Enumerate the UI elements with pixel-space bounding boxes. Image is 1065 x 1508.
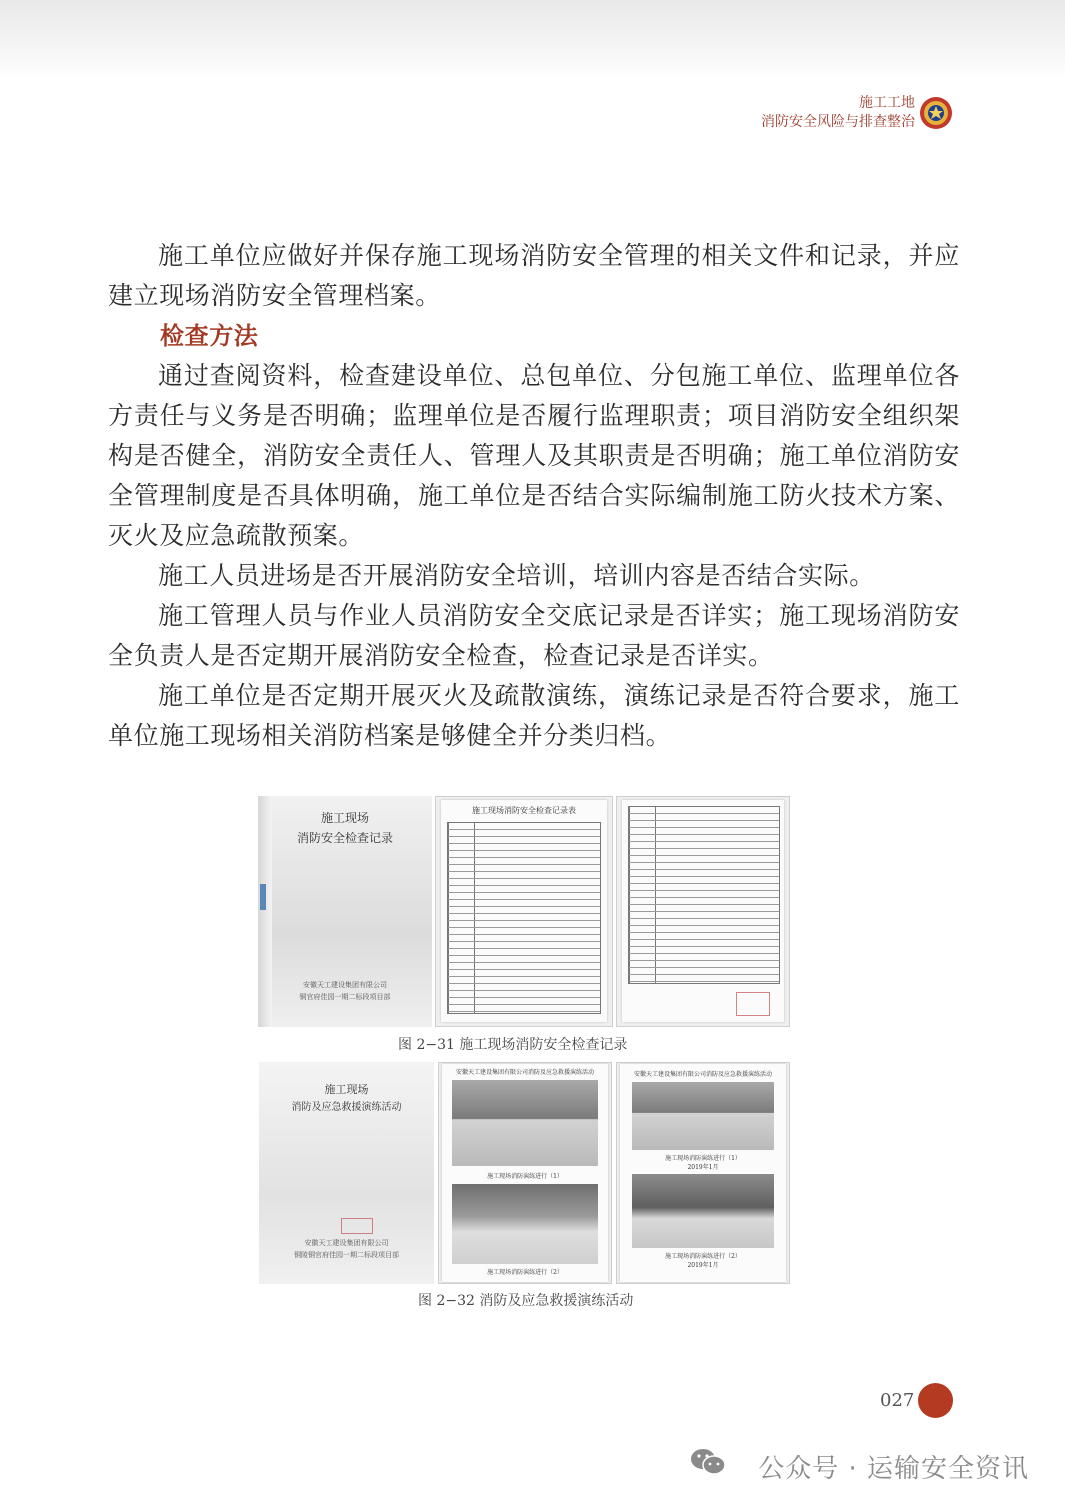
fig1-record-table-2 <box>628 806 780 984</box>
page-number: 027 <box>880 1390 915 1411</box>
body-text <box>108 236 960 756</box>
fig2-drill-photo-4 <box>632 1174 774 1248</box>
fig2-panel3-date2: 2019年1月 <box>687 1262 719 1269</box>
figure1-caption: 图 2−31 施工现场消防安全检查记录 <box>398 1037 628 1053</box>
paragraph-4: 施工单位是否定期开展灭火及疏散演练，演练记录是否符合要求，施工单位施工现场相关消防档案是够健全并分类归档。 <box>108 681 960 750</box>
fig1-photo-record-page-1 <box>435 796 613 1027</box>
fig1-cover-org-1: 安徽天工建设集团有限公司 <box>303 981 387 989</box>
fig1-cover-title-1: 施工现场 <box>320 811 369 825</box>
fig2-cover-title-2: 消防及应急救援演练活动 <box>291 1102 402 1113</box>
fig2-panel2-cap1: 施工现场消防演练进行（1） <box>487 1173 563 1180</box>
intro-paragraph: 施工单位应做好并保存施工现场消防安全管理的相关文件和记录，并应建立现场消防安全管理档案。 <box>108 241 960 310</box>
fig2-photo-drill-page-2 <box>616 1062 790 1284</box>
fig1-record-table <box>447 822 601 1014</box>
fig2-panel3-date1: 2019年1月 <box>687 1164 719 1171</box>
fig2-panel3-head: 安徽天工建设集团有限公司消防及应急救援演练活动 <box>633 1071 772 1078</box>
fig1-photo-record-page-2 <box>616 796 790 1027</box>
fig2-photo-drill-page-1 <box>438 1062 612 1284</box>
fire-rescue-emblem-icon <box>919 96 953 130</box>
section-title: 检查方法 <box>160 322 259 350</box>
paragraph-1: 通过查阅资料，检查建设单位、总包单位、分包施工单位、监理单位各方责任与义务是否明确；监理单位是否履行监理职责；项目消防安全组织架构是否健全，消防安全责任人、管理人及其职责是否明确；施工单位消防安全管理制度是否具体明确，施工单位是否结合实际编制施工防火技术方案、灭火及应急疏散预案。 <box>108 361 960 550</box>
page-top-shade <box>0 0 1065 80</box>
header-line-2: 消防安全风险与排查整治 <box>761 114 915 130</box>
fig2-cover-org-1: 安徽天工建设集团有限公司 <box>304 1239 389 1247</box>
fig2-drill-photo-3 <box>632 1082 774 1150</box>
fig1-cover-org-2: 铜官府佳园一期二标段项目部 <box>299 993 391 1001</box>
wechat-icon <box>688 1446 728 1478</box>
paragraph-2: 施工人员进场是否开展消防安全培训，培训内容是否结合实际。 <box>158 561 875 590</box>
fig2-drill-photo-2 <box>452 1184 598 1264</box>
fig1-red-stamp <box>736 992 770 1016</box>
fig2-drill-photo-1 <box>452 1080 598 1166</box>
fig2-photo-cover <box>259 1062 434 1284</box>
fig2-panel2-cap2: 施工现场消防演练进行（2） <box>487 1269 563 1276</box>
page-number-dot <box>918 1383 953 1418</box>
fig1-cover-title-2: 消防安全检查记录 <box>296 831 393 845</box>
header-line-1: 施工工地 <box>859 95 915 111</box>
running-header <box>761 94 915 132</box>
fig2-panel3-cap1: 施工现场消防演练进行（1） <box>665 1155 741 1162</box>
figure2-caption: 图 2−32 消防及应急救援演练活动 <box>418 1293 634 1309</box>
fig2-cover-title-1: 施工现场 <box>324 1083 369 1096</box>
fig2-panel2-head: 安徽天工建设集团有限公司消防及应急救援演练活动 <box>455 1069 594 1076</box>
fig2-red-stamp <box>341 1218 373 1234</box>
fig1-record-title: 施工现场消防安全检查记录表 <box>472 806 576 815</box>
watermark-text: 公众号 · 运输安全资讯 <box>758 1454 1029 1484</box>
fig2-panel3-cap2: 施工现场消防演练进行（2） <box>665 1253 741 1260</box>
paragraph-3: 施工管理人员与作业人员消防安全交底记录是否详实；施工现场消防安全负责人是否定期开展消防安全检查，检查记录是否详实。 <box>108 601 960 670</box>
fig1-photo-cover <box>258 796 432 1027</box>
fig2-cover-org-2: 铜陵铜官府佳园一期二标段项目部 <box>294 1251 399 1259</box>
